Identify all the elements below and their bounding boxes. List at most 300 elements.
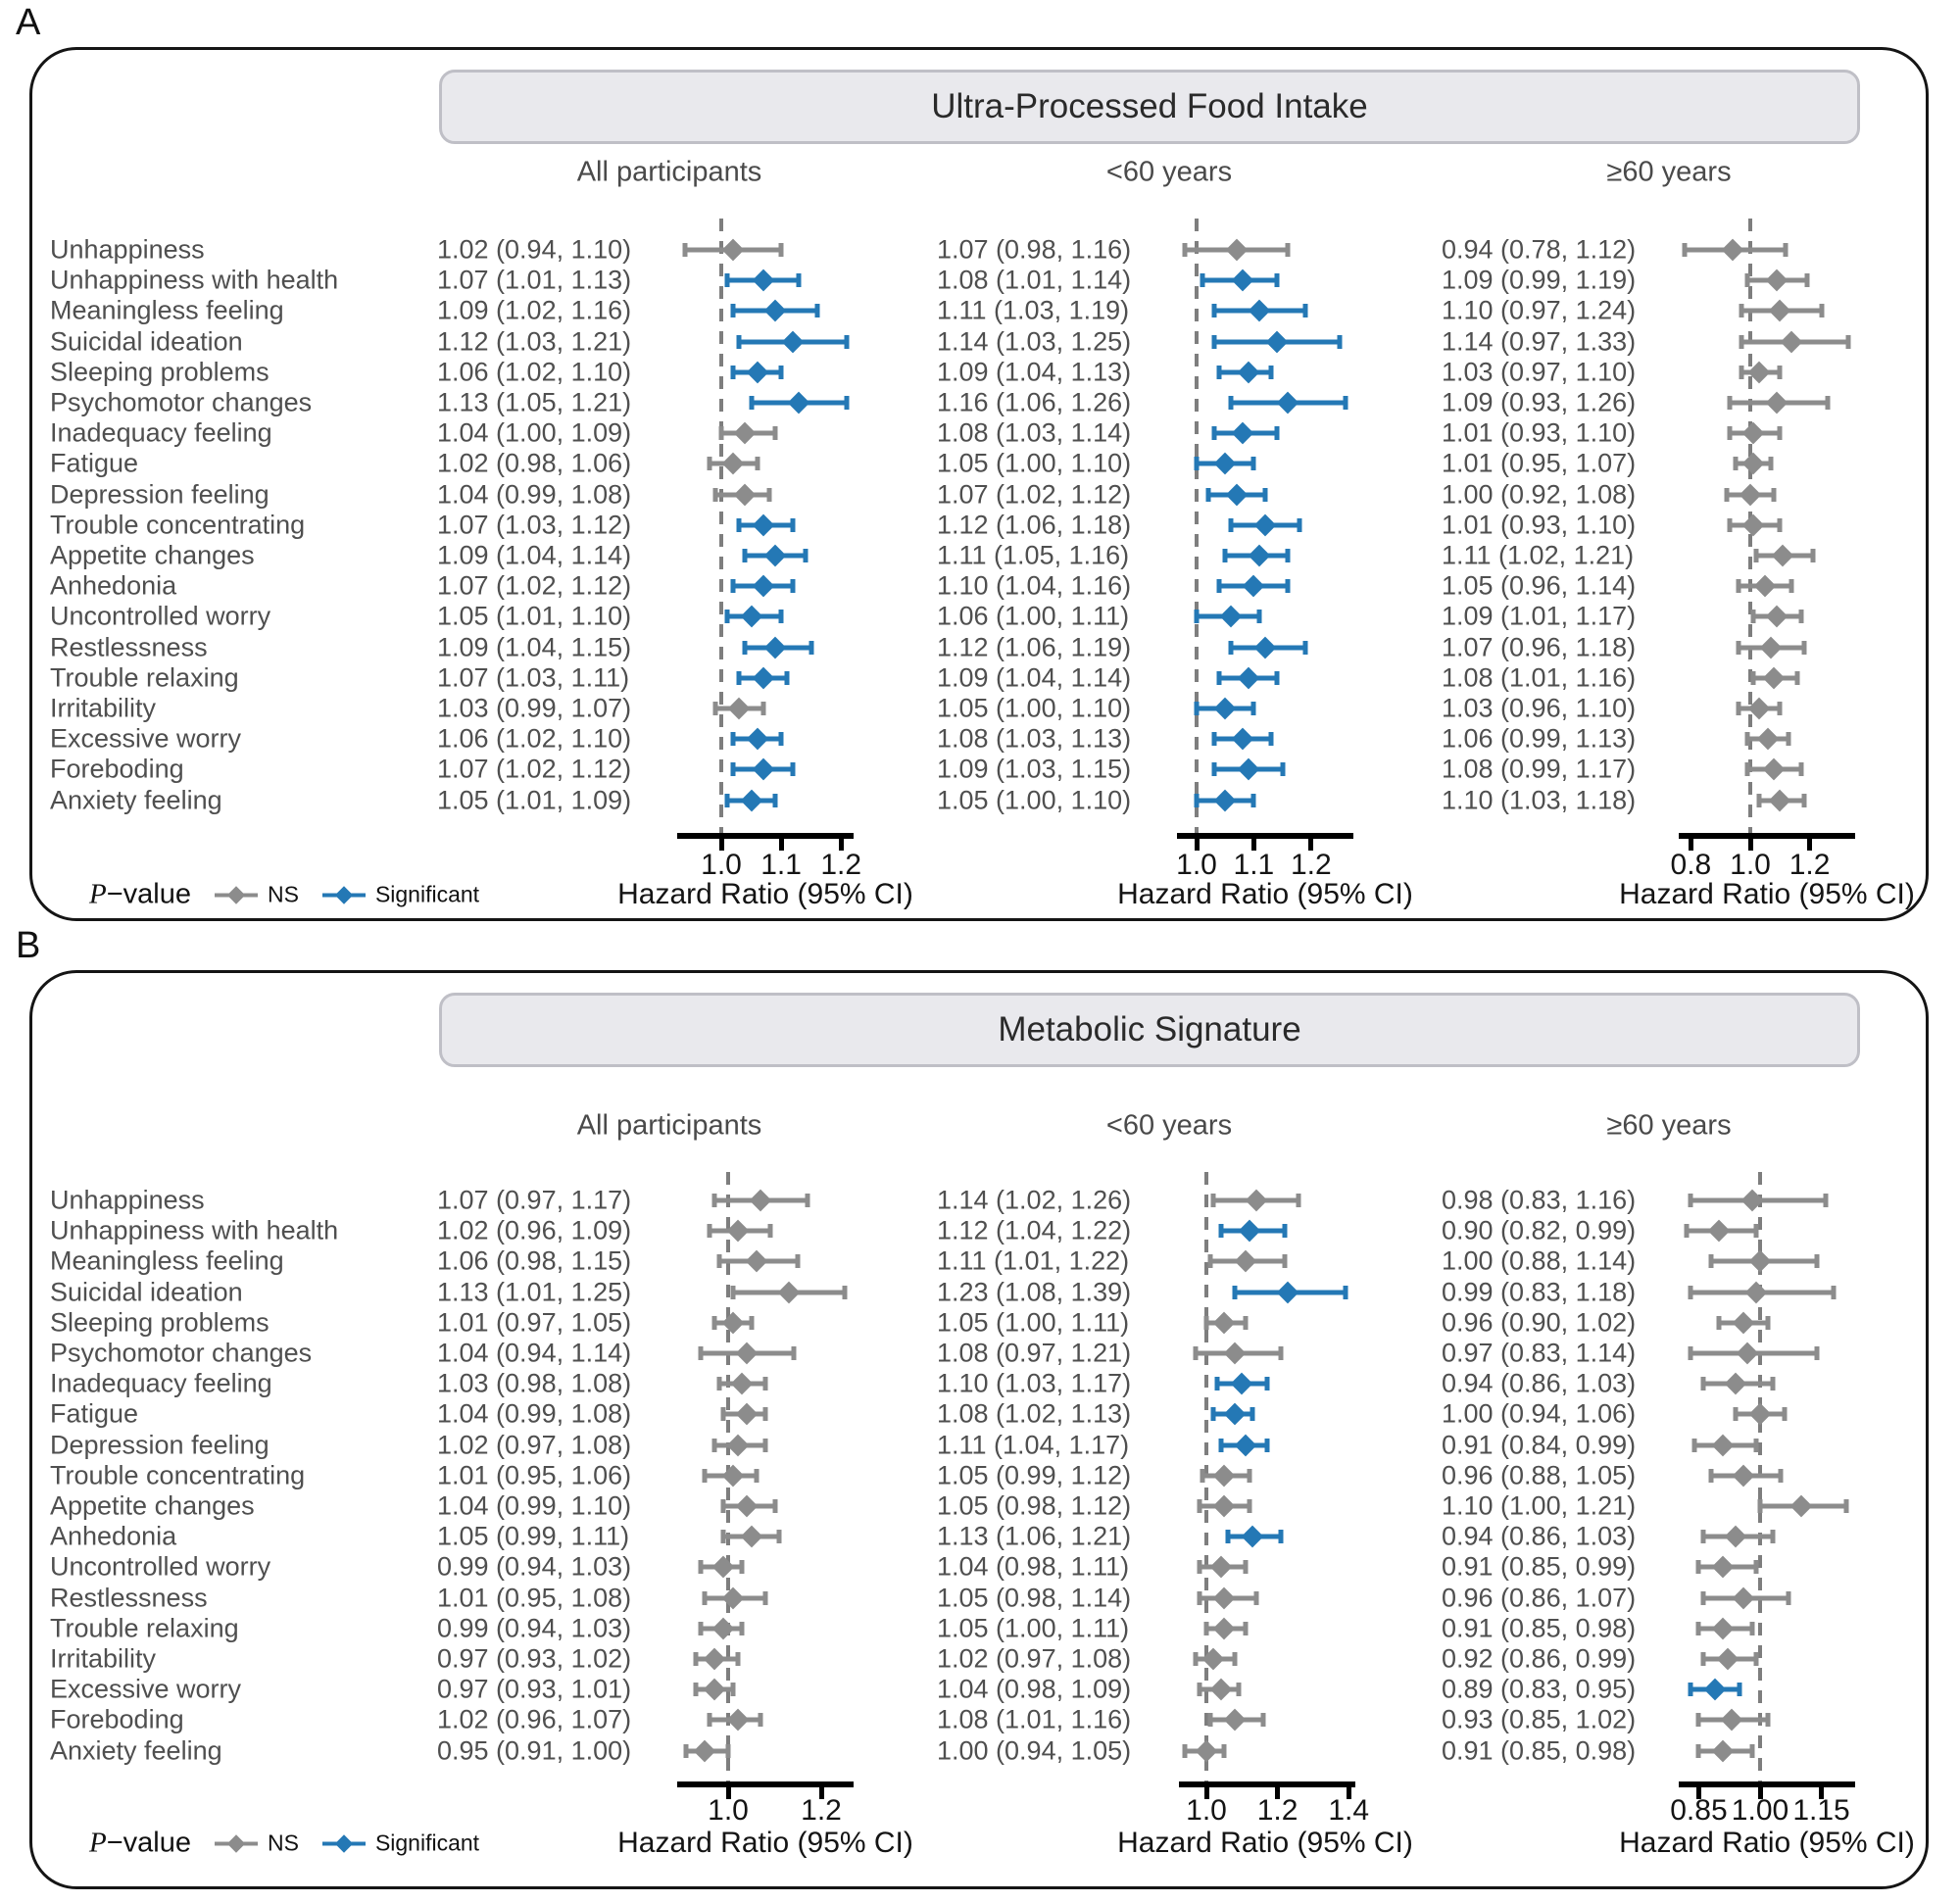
ci-cap-low — [1689, 1286, 1693, 1299]
axis-tick-label: 1.0 — [1176, 849, 1217, 881]
estimate-text: 1.07 (1.02, 1.12) — [437, 570, 632, 601]
estimate-text: 1.11 (1.01, 1.22) — [937, 1245, 1130, 1276]
ci-cap-high — [845, 335, 850, 349]
outcome-label: Restlessness — [50, 1583, 208, 1613]
ci-cap-low — [1223, 549, 1228, 562]
ci-cap-high — [796, 1254, 801, 1268]
estimate-text: 1.06 (1.00, 1.11) — [937, 601, 1130, 631]
point-diamond — [731, 1373, 754, 1395]
ci-cap-high — [1766, 1316, 1771, 1330]
estimate-text: 1.11 (1.05, 1.16) — [937, 540, 1130, 570]
ci-cap-high — [1251, 457, 1256, 470]
point-diamond — [1708, 1220, 1731, 1243]
ci-cap-low — [1739, 366, 1743, 379]
legend-ns-label: NS — [267, 881, 299, 907]
point-diamond — [1220, 606, 1243, 628]
estimate-text: 1.09 (0.99, 1.19) — [1442, 265, 1637, 295]
estimate-text: 1.13 (1.06, 1.21) — [937, 1521, 1132, 1551]
point-diamond — [740, 789, 762, 811]
point-diamond — [1226, 239, 1249, 262]
ci-cap-low — [749, 396, 754, 410]
axis-tick-label: 1.1 — [1233, 849, 1275, 881]
estimate-text: 1.13 (1.01, 1.25) — [437, 1277, 632, 1307]
ci-cap-high — [1784, 243, 1788, 257]
estimate-text: 1.07 (1.01, 1.13) — [437, 265, 632, 295]
point-diamond — [1704, 1679, 1727, 1701]
ci-cap-low — [1214, 1377, 1219, 1391]
axis-tick-label: 1.0 — [1730, 849, 1771, 881]
ci-cap-high — [1286, 549, 1291, 562]
estimate-text: 1.11 (1.03, 1.19) — [937, 295, 1130, 325]
point-diamond — [1716, 1648, 1739, 1671]
ci-cap-low — [1229, 518, 1234, 532]
ci-cap-low — [1217, 366, 1222, 379]
ci-cap-high — [1286, 243, 1291, 257]
point-diamond — [1725, 1526, 1747, 1548]
point-diamond — [1740, 483, 1762, 506]
point-diamond — [1235, 1434, 1257, 1456]
ci-cap-low — [725, 794, 730, 807]
ci-cap-low — [711, 1439, 716, 1452]
estimate-text: 1.07 (1.02, 1.12) — [937, 479, 1132, 510]
ci-cap-low — [1211, 335, 1216, 349]
estimate-text: 0.91 (0.85, 0.98) — [1442, 1735, 1637, 1766]
outcome-label: Foreboding — [50, 754, 184, 784]
ci-cap-low — [1229, 641, 1234, 655]
group-header-all-participants: All participants — [576, 156, 762, 188]
pvalue-legend — [89, 1828, 479, 1860]
ci-cap-high — [1236, 1683, 1241, 1696]
estimate-text: 1.14 (0.97, 1.33) — [1442, 326, 1637, 357]
outcome-label: Fatigue — [50, 448, 139, 478]
ci-cap-low — [1736, 641, 1740, 655]
ci-cap-high — [1338, 335, 1343, 349]
point-diamond — [1214, 453, 1237, 475]
ci-cap-high — [779, 610, 784, 623]
significant-diamond-icon — [322, 1833, 366, 1853]
ci-cap-high — [1778, 518, 1783, 532]
point-diamond — [764, 636, 787, 659]
x-axis-title: Hazard Ratio (95% CI) — [1117, 1827, 1413, 1859]
point-diamond — [712, 1617, 735, 1639]
ci-cap-low — [725, 273, 730, 287]
point-diamond — [1712, 1617, 1735, 1639]
point-diamond — [1742, 422, 1765, 445]
outcome-label: Depression feeling — [50, 479, 270, 510]
outcome-label: Anxiety feeling — [50, 1735, 222, 1766]
estimate-text: 1.04 (0.98, 1.11) — [937, 1551, 1130, 1582]
ci-cap-high — [1753, 1652, 1758, 1666]
ci-cap-low — [1683, 243, 1688, 257]
estimate-text: 1.13 (1.05, 1.21) — [437, 387, 632, 417]
ci-cap-high — [1778, 426, 1783, 440]
point-diamond — [740, 606, 762, 628]
estimate-text: 1.02 (0.94, 1.10) — [437, 234, 632, 265]
axis-tick-label: 1.0 — [708, 1794, 749, 1827]
ci-cap-high — [1810, 549, 1815, 562]
ci-cap-low — [1195, 794, 1200, 807]
point-diamond — [734, 422, 757, 445]
ci-cap-high — [1302, 304, 1307, 317]
ci-cap-high — [1343, 1286, 1348, 1299]
ci-cap-high — [1302, 641, 1307, 655]
legend-significant-label: Significant — [374, 1830, 480, 1856]
ci-cap-low — [1727, 396, 1732, 410]
estimate-text: 0.92 (0.86, 0.99) — [1442, 1643, 1637, 1674]
ci-cap-high — [1343, 396, 1348, 410]
point-diamond — [1733, 1464, 1755, 1487]
outcome-label: Meaningless feeling — [50, 1245, 284, 1276]
ci-cap-high — [1787, 732, 1791, 746]
ci-cap-low — [1751, 610, 1756, 623]
point-diamond — [1243, 575, 1265, 598]
estimate-text: 1.04 (0.98, 1.09) — [937, 1674, 1132, 1704]
estimate-text: 1.09 (0.93, 1.26) — [1442, 387, 1637, 417]
point-diamond — [746, 361, 768, 383]
outcome-label: Irritability — [50, 693, 157, 723]
ci-cap-low — [711, 1316, 716, 1330]
outcome-label: Psychomotor changes — [50, 387, 313, 417]
ci-cap-low — [1211, 1194, 1216, 1207]
ci-cap-high — [1274, 426, 1279, 440]
outcome-label: Appetite changes — [50, 540, 255, 570]
ci-cap-low — [731, 762, 736, 776]
ci-cap-low — [731, 366, 736, 379]
ci-cap-low — [1183, 243, 1188, 257]
ci-cap-low — [1700, 1652, 1705, 1666]
estimate-text: 1.02 (0.97, 1.08) — [437, 1430, 632, 1460]
ci-cap-high — [735, 1652, 740, 1666]
estimate-text: 1.01 (0.95, 1.06) — [437, 1460, 632, 1490]
estimate-text: 1.05 (1.00, 1.10) — [937, 785, 1132, 815]
estimate-text: 0.93 (0.85, 1.02) — [1442, 1704, 1637, 1734]
ci-cap-low — [1204, 1622, 1209, 1635]
ci-cap-high — [730, 1683, 735, 1696]
estimate-text: 0.97 (0.83, 1.14) — [1442, 1338, 1637, 1368]
estimate-text: 1.11 (1.04, 1.17) — [937, 1430, 1130, 1460]
ci-cap-high — [1263, 488, 1268, 502]
outcome-label: Excessive worry — [50, 723, 242, 754]
estimate-text: 0.91 (0.85, 0.98) — [1442, 1613, 1637, 1643]
ci-cap-high — [1264, 1439, 1269, 1452]
point-diamond — [1238, 1220, 1260, 1243]
point-diamond — [1237, 361, 1259, 383]
estimate-text: 1.02 (0.96, 1.09) — [437, 1215, 632, 1245]
ci-cap-low — [683, 243, 688, 257]
ci-cap-low — [693, 1683, 698, 1696]
ci-cap-high — [1233, 1652, 1238, 1666]
point-diamond — [694, 1739, 716, 1762]
axis-tick-label: 1.2 — [1256, 1794, 1298, 1827]
ci-cap-low — [1204, 1316, 1209, 1330]
ci-cap-low — [1696, 1744, 1701, 1758]
estimate-text: 1.23 (1.08, 1.39) — [937, 1277, 1132, 1307]
point-diamond — [752, 758, 774, 781]
estimate-text: 1.05 (0.98, 1.14) — [937, 1583, 1132, 1613]
ci-cap-low — [716, 1254, 721, 1268]
x-axis-title: Hazard Ratio (95% CI) — [617, 1827, 913, 1859]
ci-cap-low — [1194, 1652, 1199, 1666]
ci-cap-low — [707, 457, 711, 470]
pvalue-legend — [89, 879, 479, 911]
point-diamond — [1769, 789, 1791, 811]
estimate-text: 0.95 (0.91, 1.00) — [437, 1735, 632, 1766]
axis-tick-label: 1.0 — [701, 849, 742, 881]
ci-cap-high — [1801, 794, 1806, 807]
group-header-all-participants: All participants — [576, 1109, 762, 1142]
ci-cap-high — [791, 518, 796, 532]
ci-cap-high — [1261, 1713, 1266, 1727]
point-diamond — [1754, 575, 1777, 598]
ci-cap-low — [1207, 1254, 1212, 1268]
panel-a-box — [29, 47, 1929, 921]
ci-cap-low — [731, 304, 736, 317]
ci-cap-high — [772, 426, 777, 440]
outcome-label: Sleeping problems — [50, 357, 270, 387]
point-diamond — [1237, 666, 1259, 689]
outcome-label: Foreboding — [50, 1704, 184, 1734]
outcome-label: Psychomotor changes — [50, 1338, 313, 1368]
ci-cap-low — [1195, 457, 1200, 470]
x-axis-line — [1679, 1781, 1855, 1787]
ci-cap-high — [755, 457, 760, 470]
point-diamond — [1213, 1464, 1236, 1487]
estimate-text: 1.07 (1.03, 1.12) — [437, 510, 632, 540]
estimate-text: 1.08 (1.01, 1.16) — [1442, 662, 1637, 693]
ci-cap-low — [1692, 1439, 1697, 1452]
ci-cap-high — [1282, 1224, 1287, 1238]
point-diamond — [752, 575, 774, 598]
estimate-text: 1.12 (1.04, 1.22) — [937, 1215, 1132, 1245]
point-diamond — [703, 1679, 725, 1701]
estimate-text: 1.05 (1.00, 1.11) — [937, 1613, 1130, 1643]
outcome-label: Suicidal ideation — [50, 1277, 243, 1307]
estimate-text: 1.12 (1.06, 1.18) — [937, 510, 1132, 540]
ci-cap-high — [1798, 762, 1803, 776]
ci-cap-high — [1778, 1469, 1783, 1483]
point-diamond — [1213, 1617, 1236, 1639]
ci-cap-low — [1225, 1530, 1230, 1543]
ci-cap-high — [740, 1622, 745, 1635]
point-diamond — [1224, 1403, 1247, 1426]
point-diamond — [1766, 392, 1788, 415]
ci-cap-low — [737, 518, 742, 532]
outcome-label: Trouble relaxing — [50, 662, 239, 693]
point-diamond — [1745, 1281, 1768, 1303]
ci-cap-high — [772, 1499, 777, 1513]
outcome-label: Anhedonia — [50, 570, 177, 601]
estimate-text: 0.99 (0.83, 1.18) — [1442, 1277, 1637, 1307]
estimate-text: 1.03 (0.99, 1.07) — [437, 693, 632, 723]
estimate-text: 0.94 (0.86, 1.03) — [1442, 1521, 1637, 1551]
estimate-text: 0.96 (0.90, 1.02) — [1442, 1307, 1637, 1338]
point-diamond — [1254, 636, 1277, 659]
ci-cap-low — [1736, 702, 1740, 715]
ci-cap-high — [1815, 1346, 1820, 1360]
point-diamond — [703, 1648, 725, 1671]
ci-cap-high — [805, 1194, 809, 1207]
estimate-text: 1.01 (0.97, 1.05) — [437, 1307, 632, 1338]
ci-cap-high — [1282, 1254, 1287, 1268]
point-diamond — [1763, 758, 1786, 781]
ci-cap-low — [1211, 304, 1216, 317]
outcome-label: Irritability — [50, 1643, 157, 1674]
estimate-text: 1.03 (0.96, 1.10) — [1442, 693, 1637, 723]
point-diamond — [746, 728, 768, 751]
estimate-text: 1.09 (1.04, 1.15) — [437, 632, 632, 662]
point-diamond — [721, 1311, 744, 1334]
ci-cap-low — [1197, 1683, 1201, 1696]
ci-cap-low — [1211, 1407, 1216, 1421]
point-diamond — [1249, 545, 1271, 567]
estimate-text: 1.06 (1.02, 1.10) — [437, 723, 632, 754]
point-diamond — [1766, 606, 1788, 628]
ci-cap-high — [779, 243, 784, 257]
outcome-label: Suicidal ideation — [50, 326, 243, 357]
legend-item-ns — [215, 882, 299, 908]
point-diamond — [1231, 728, 1253, 751]
group-header-60-and-over: ≥60 years — [1606, 1109, 1732, 1142]
ci-cap-high — [845, 396, 850, 410]
ci-cap-high — [726, 1744, 731, 1758]
x-axis-line — [677, 833, 854, 839]
ci-cap-low — [1205, 488, 1210, 502]
estimate-text: 1.16 (1.06, 1.26) — [937, 387, 1132, 417]
ci-cap-high — [1268, 732, 1273, 746]
ci-cap-high — [1787, 1591, 1791, 1605]
ns-diamond-icon — [215, 1833, 258, 1853]
axis-tick-label: 1.2 — [820, 849, 862, 881]
point-diamond — [722, 453, 745, 475]
ci-cap-low — [698, 1622, 703, 1635]
estimate-text: 1.05 (1.00, 1.11) — [937, 1307, 1130, 1338]
point-diamond — [1213, 1311, 1236, 1334]
estimate-text: 1.05 (1.00, 1.10) — [937, 448, 1132, 478]
ci-cap-low — [737, 335, 742, 349]
point-diamond — [788, 392, 810, 415]
estimate-text: 1.07 (0.97, 1.17) — [437, 1185, 632, 1215]
estimate-text: 1.07 (1.02, 1.12) — [437, 754, 632, 784]
legend-title — [89, 879, 191, 911]
ci-cap-low — [730, 1286, 735, 1299]
ci-cap-low — [1200, 1469, 1205, 1483]
x-axis-title: Hazard Ratio (95% CI) — [617, 878, 913, 910]
ci-cap-high — [1772, 488, 1777, 502]
point-diamond — [1226, 483, 1249, 506]
estimate-text: 1.04 (0.99, 1.08) — [437, 1398, 632, 1429]
point-diamond — [752, 666, 774, 689]
point-diamond — [1720, 1709, 1742, 1732]
point-diamond — [782, 330, 805, 353]
point-diamond — [1733, 1586, 1755, 1609]
legend-title-p: P — [89, 1827, 107, 1859]
estimate-text: 1.05 (1.01, 1.09) — [437, 785, 632, 815]
ci-cap-low — [1700, 1377, 1705, 1391]
ci-cap-low — [737, 671, 742, 685]
panel-b-box — [29, 970, 1929, 1889]
ci-cap-high — [1274, 671, 1279, 685]
reference-line — [1195, 219, 1199, 833]
ci-cap-high — [1749, 1744, 1754, 1758]
ci-cap-low — [1217, 579, 1222, 593]
ci-cap-high — [803, 549, 808, 562]
ci-cap-low — [1684, 1224, 1689, 1238]
reference-line — [719, 219, 723, 833]
estimate-text: 1.14 (1.03, 1.25) — [937, 326, 1132, 357]
panel-a-title: Ultra-Processed Food Intake — [931, 87, 1368, 125]
estimate-text: 1.12 (1.03, 1.21) — [437, 326, 632, 357]
ci-cap-low — [712, 702, 717, 715]
point-diamond — [1249, 300, 1271, 322]
x-axis-line — [1679, 833, 1855, 839]
ci-cap-high — [1243, 1560, 1248, 1574]
outcome-label: Anhedonia — [50, 1521, 177, 1551]
ci-cap-high — [777, 1530, 782, 1543]
point-diamond — [1769, 300, 1791, 322]
point-diamond — [722, 239, 745, 262]
x-axis-title: Hazard Ratio (95% CI) — [1117, 878, 1413, 910]
point-diamond — [752, 269, 774, 292]
legend-title — [89, 1828, 191, 1860]
outcome-label: Restlessness — [50, 632, 208, 662]
estimate-text: 1.08 (1.01, 1.14) — [937, 265, 1132, 295]
ci-cap-high — [1815, 1254, 1820, 1268]
point-diamond — [1214, 698, 1237, 720]
ci-cap-low — [703, 1469, 708, 1483]
ci-cap-low — [1724, 488, 1729, 502]
point-diamond — [752, 513, 774, 536]
point-diamond — [1733, 1311, 1755, 1334]
ci-cap-high — [797, 273, 802, 287]
ci-cap-high — [767, 1224, 772, 1238]
ci-cap-low — [1708, 1254, 1713, 1268]
outcome-label: Unhappiness with health — [50, 265, 339, 295]
point-diamond — [1772, 545, 1794, 567]
ci-cap-high — [754, 1469, 759, 1483]
point-diamond — [1265, 330, 1288, 353]
ci-cap-low — [1744, 732, 1749, 746]
legend-significant-label: Significant — [374, 881, 480, 907]
estimate-text: 0.94 (0.86, 1.03) — [1442, 1368, 1637, 1398]
point-diamond — [764, 545, 787, 567]
estimate-text: 0.90 (0.82, 0.99) — [1442, 1215, 1637, 1245]
ci-cap-high — [1783, 1407, 1788, 1421]
point-diamond — [1231, 269, 1253, 292]
ci-cap-high — [1778, 366, 1783, 379]
ci-cap-low — [719, 426, 724, 440]
estimate-text: 1.14 (1.02, 1.26) — [937, 1185, 1132, 1215]
ci-cap-low — [1696, 1560, 1701, 1574]
outcome-label: Uncontrolled worry — [50, 1551, 271, 1582]
ci-cap-low — [1754, 549, 1759, 562]
ci-cap-low — [1183, 1744, 1188, 1758]
point-diamond — [728, 698, 751, 720]
ci-cap-high — [766, 488, 771, 502]
estimate-text: 1.09 (1.04, 1.14) — [437, 540, 632, 570]
point-diamond — [736, 1342, 759, 1365]
ci-cap-high — [1222, 1744, 1227, 1758]
legend-title-rest: −value — [106, 1827, 191, 1859]
x-axis-line — [1177, 833, 1353, 839]
point-diamond — [1760, 636, 1783, 659]
panel-b-title: Metabolic Signature — [998, 1010, 1301, 1049]
ci-cap-high — [1769, 457, 1774, 470]
legend-item-ns — [215, 1830, 299, 1857]
estimate-text: 1.00 (0.94, 1.05) — [937, 1735, 1132, 1766]
point-diamond — [1277, 1281, 1299, 1303]
estimate-text: 1.05 (0.99, 1.12) — [937, 1460, 1132, 1490]
ci-cap-low — [743, 641, 748, 655]
